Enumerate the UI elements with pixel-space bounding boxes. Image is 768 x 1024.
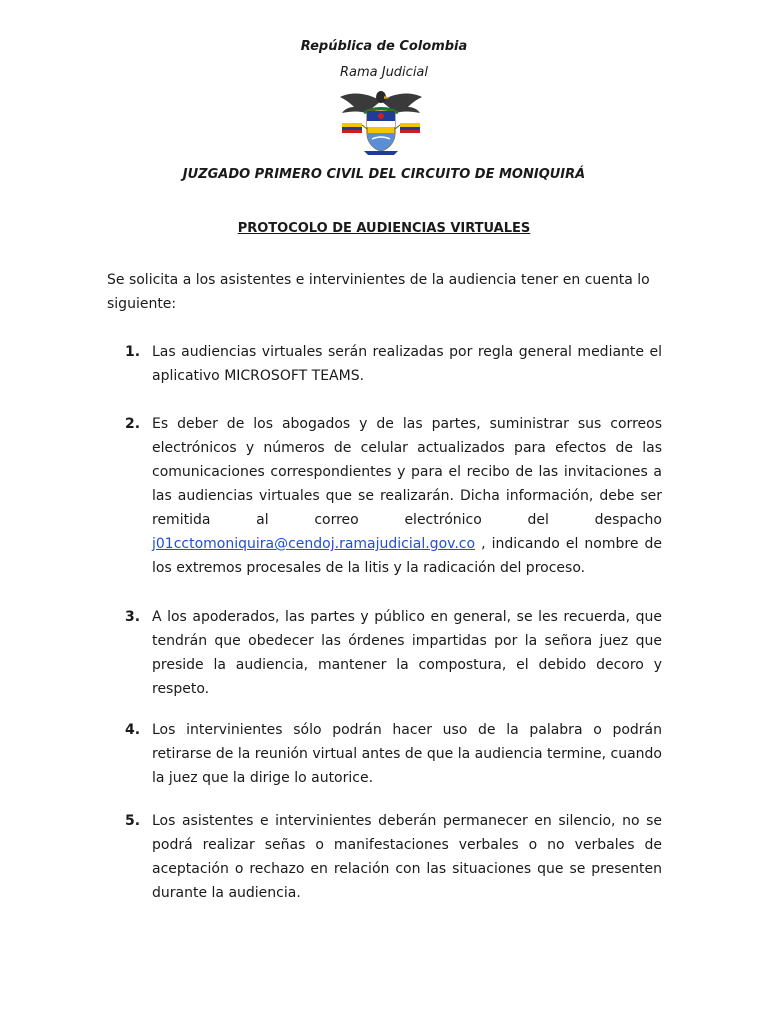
item-text bbox=[152, 412, 662, 580]
email-link[interactable]: j01cctomoniquira@cendoj.ramajudicial.gov.co bbox=[152, 536, 476, 552]
list-item bbox=[125, 340, 662, 388]
item-number: 1. bbox=[125, 344, 141, 360]
republic-heading: República de Colombia bbox=[300, 39, 468, 54]
item-text: Los intervinientes sólo podrán hacer uso de la palabra o podrán retirarse de la reunión virtual antes de que la audiencia termine, cuando la juez que la dirige lo autorice. bbox=[152, 722, 662, 786]
list-item bbox=[125, 412, 662, 580]
item-text-after-link: , indicando el nombre de los extremos procesales de la litis y la radicación del proceso. bbox=[152, 536, 662, 576]
list-item bbox=[125, 605, 662, 701]
document-title: PROTOCOLO DE AUDIENCIAS VIRTUALES bbox=[237, 221, 531, 236]
list-item bbox=[125, 718, 662, 790]
intro-paragraph: Se solicita a los asistentes e intervinientes de la audiencia tener en cuenta lo siguiente: bbox=[107, 272, 650, 312]
item-text: Las audiencias virtuales serán realizadas por regla general mediante el aplicativo MICROSOFT TEAMS. bbox=[152, 344, 662, 384]
court-name: JUZGADO PRIMERO CIVIL DEL CIRCUITO DE MONIQUIRÁ bbox=[182, 167, 586, 182]
list-item bbox=[125, 809, 662, 905]
branch-heading: Rama Judicial bbox=[339, 65, 429, 80]
item-number: 4. bbox=[125, 722, 141, 738]
colombia-coat-of-arms-icon bbox=[334, 87, 428, 157]
item-text-before-link: Es deber de los abogados y de las partes, suministrar sus correos electrónicos y números de celular actualizados para efectos de las comunicaciones correspondientes y para el recibo de las invitaciones a las audiencias virtuales que se realizarán. Dicha información, debe ser remitida al correo electrónico del despacho bbox=[152, 416, 662, 528]
item-text: A los apoderados, las partes y público en general, se les recuerda, que tendrán que obedecer las órdenes impartidas por la señora juez que preside la audiencia, mantener la compostura, el debido decoro y respeto. bbox=[152, 609, 662, 697]
item-text: Los asistentes e intervinientes deberán permanecer en silencio, no se podrá realizar señas o manifestaciones verbales o no verbales de aceptación o rechazo en relación con las situaciones que se presenten durante la audiencia. bbox=[152, 813, 662, 901]
item-number: 5. bbox=[125, 813, 141, 829]
item-number: 3. bbox=[125, 609, 141, 625]
item-number: 2. bbox=[125, 416, 141, 432]
